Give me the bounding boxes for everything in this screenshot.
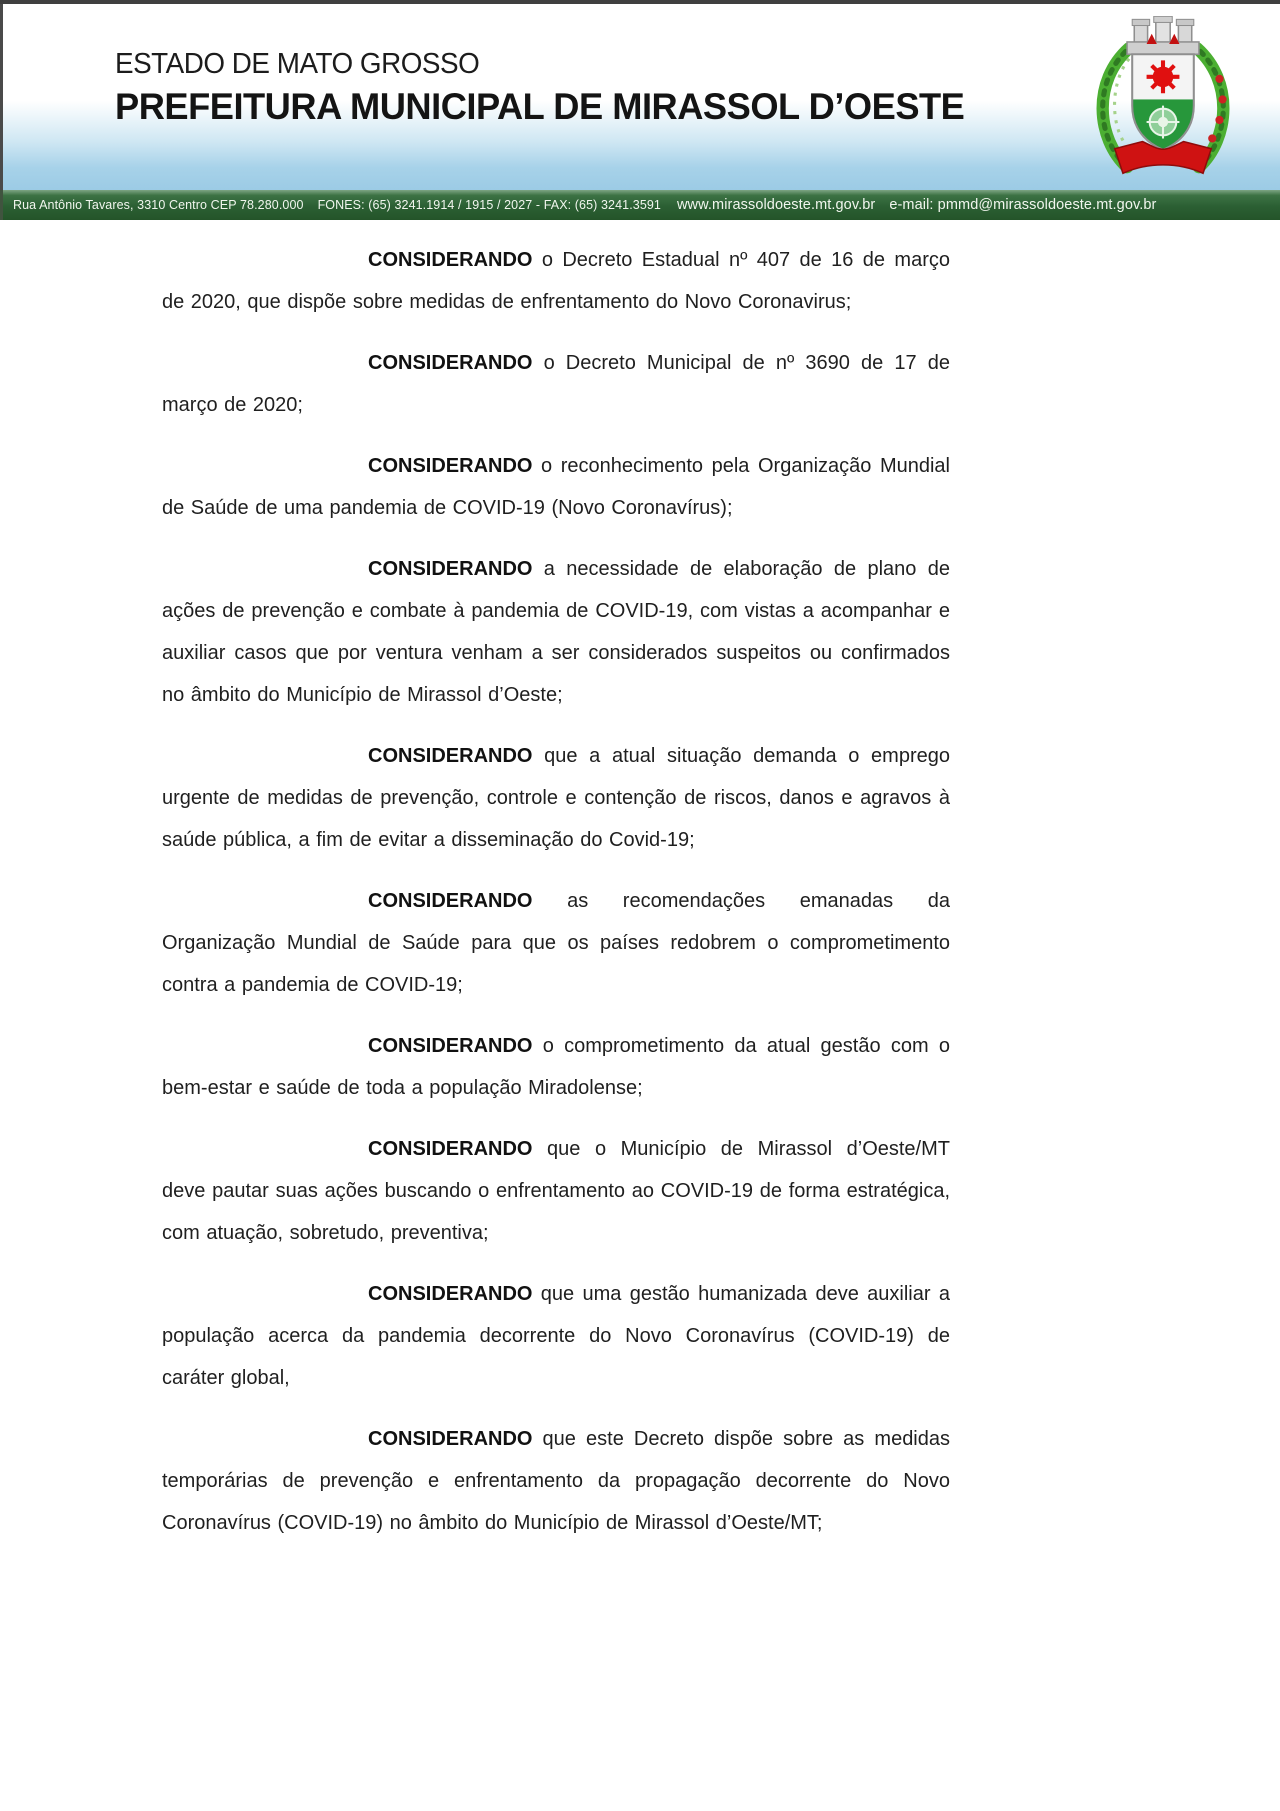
considerando-lead: CONSIDERANDO: [368, 1428, 533, 1450]
considerando-lead: CONSIDERANDO: [368, 1283, 533, 1305]
municipal-coat-of-arms-icon: [1086, 16, 1240, 188]
considerando-paragraph: [162, 342, 950, 426]
considerando-paragraph: [162, 445, 950, 529]
considerando-text: o Decreto Municipal de nº 3690 de 17 de março de 2020;: [162, 352, 950, 416]
considerando-text: o Decreto Estadual nº 407 de 16 de março de 2020, que dispõe sobre medidas de enfrentamento do Novo Coronavirus;: [162, 249, 950, 313]
considerando-text: que o Município de Mirassol d’Oeste/MT deve pautar suas ações buscando o enfrentamento ao COVID-19 de forma estratégica, com atuação, sobretudo, preventiva;: [162, 1138, 950, 1244]
considerando-lead: CONSIDERANDO: [368, 745, 533, 767]
considerando-lead: CONSIDERANDO: [368, 249, 533, 271]
email-address: e-mail: pmmd@mirassoldoeste.mt.gov.br: [889, 197, 1157, 213]
considerando-paragraph: [162, 1273, 950, 1399]
website-url: www.mirassoldoeste.mt.gov.br: [676, 197, 876, 213]
state-title: ESTADO DE MATO GROSSO: [115, 48, 480, 80]
considerando-paragraph: [162, 1418, 950, 1544]
considerando-text: a necessidade de elaboração de plano de ações de prevenção e combate à pandemia de COVID-19, com vistas a acompanhar e auxiliar casos que por ventura venham a ser considerados suspeitos ou confirmados no âmbito do Município de Mirassol d’Oeste;: [162, 558, 950, 706]
considerando-text: as recomendações emanadas da Organização Mundial de Saúde para que os países redobrem o comprometimento contra a pandemia de COVID-19;: [162, 890, 950, 996]
considerando-lead: CONSIDERANDO: [368, 1035, 533, 1057]
letterhead: [0, 4, 1280, 190]
considerando-paragraph: [162, 548, 950, 716]
decree-body: [0, 220, 1280, 1563]
considerando-text: o comprometimento da atual gestão com o bem-estar e saúde de toda a população Miradolense;: [162, 1035, 950, 1099]
considerando-text: que este Decreto dispõe sobre as medidas temporárias de prevenção e enfrentamento da propagação decorrente do Novo Coronavírus (COVID-19) no âmbito do Município de Mirassol d’Oeste/MT;: [162, 1428, 950, 1534]
considerando-lead: CONSIDERANDO: [368, 352, 533, 374]
considerando-lead: CONSIDERANDO: [368, 455, 533, 477]
considerando-lead: CONSIDERANDO: [368, 890, 533, 912]
considerando-lead: CONSIDERANDO: [368, 558, 533, 580]
considerando-paragraph: [162, 880, 950, 1006]
considerando-text: que uma gestão humanizada deve auxiliar a população acerca da pandemia decorrente do Novo Coronavírus (COVID-19) de caráter global,: [162, 1283, 950, 1389]
letterhead-contact-bar: [0, 190, 1280, 220]
considerando-paragraph: [162, 1128, 950, 1254]
considerando-lead: CONSIDERANDO: [368, 1138, 533, 1160]
municipality-title: PREFEITURA MUNICIPAL DE MIRASSOL D’OESTE: [115, 86, 965, 127]
considerando-text: o reconhecimento pela Organização Mundial de Saúde de uma pandemia de COVID-19 (Novo Coronavírus);: [162, 455, 950, 519]
considerando-text: que a atual situação demanda o emprego urgente de medidas de prevenção, controle e contenção de riscos, danos e agravos à saúde pública, a fim de evitar a disseminação do Covid-19;: [162, 745, 950, 851]
considerando-paragraph: [162, 1025, 950, 1109]
considerando-paragraph: [162, 735, 950, 861]
phone-fax: FONES: (65) 3241.1914 / 1915 / 2027 - FAX: (65) 3241.3591: [317, 198, 661, 212]
street-address: Rua Antônio Tavares, 3310 Centro CEP 78.280.000: [13, 198, 304, 212]
considerando-paragraph: [162, 239, 950, 323]
